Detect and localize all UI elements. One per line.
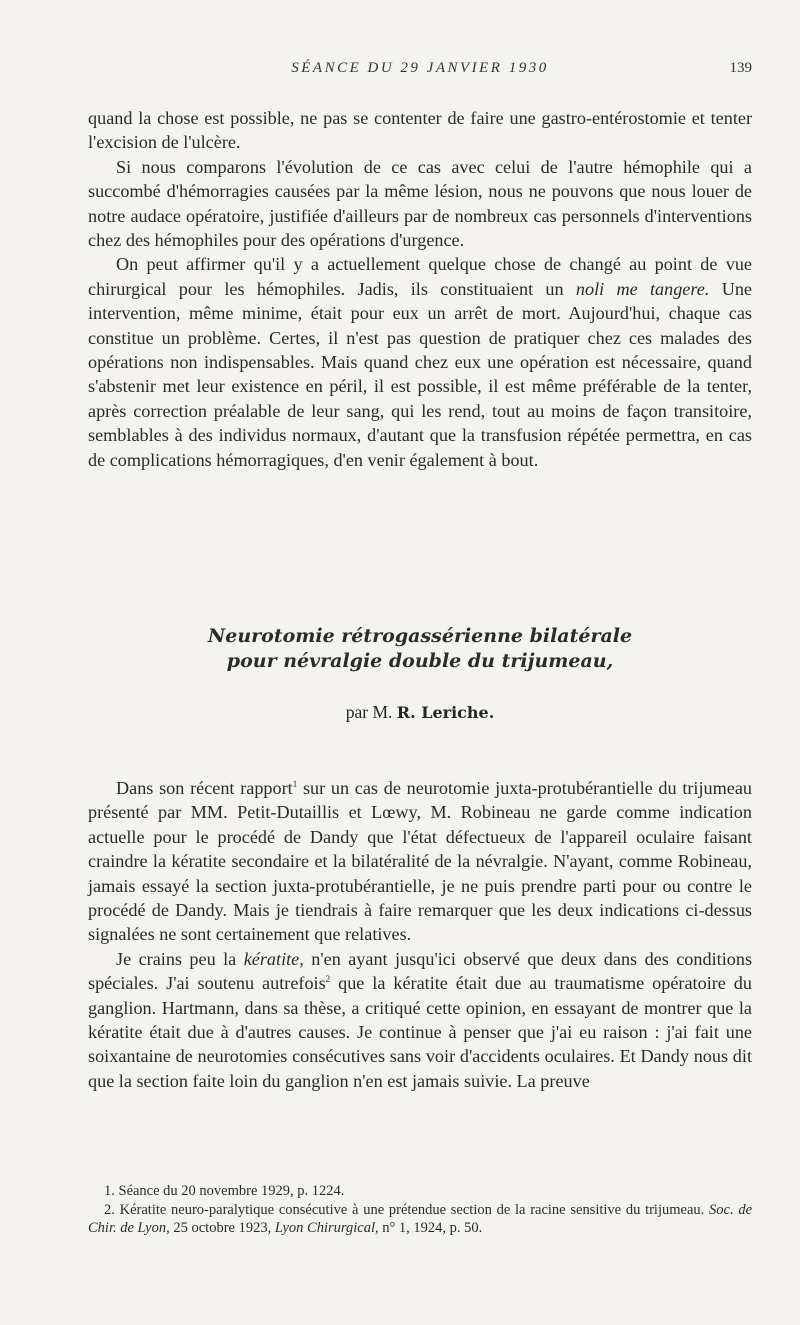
author-prefix: par M. <box>345 702 393 722</box>
footnote-ref: 2 <box>325 974 331 985</box>
previous-article-text <box>88 106 752 472</box>
emphasis: kératite, <box>243 948 304 969</box>
text-span: Une intervention, même minime, était pour eux un arrêt de mort. Aujourd'hui, chaque cas constitue un problème. Certes, il n'est pas question de pratiquer chez ces malades des opérations non indispensables. Mais quand chez eux une opération est nécessaire, quand s'abstenir met leur existence en péril, il est possible, il est même préférable de la tenter, après correction préalable de leur sang, qui les rend, tout au moins de façon transitoire, semblables à des individus normaux, d'autant que la transfusion répétée permettra, en cas de complications hémorragiques, d'en venir également à bout. <box>88 278 753 470</box>
citation: Soc. de Chir. de Lyon, <box>88 1201 753 1236</box>
paragraph: quand la chose est possible, ne pas se contenter de faire une gastro-entérostomie et tenter l'excision de l'ulcère. <box>88 108 752 153</box>
footnote-ref: 1 <box>292 778 298 789</box>
text-span: que la kératite était due au traumatisme opératoire du ganglion. Hartmann, dans sa thèse, a critiqué cette opinion, en essayant de montrer que la kératite était due à d'autres causes. Je continue à penser que j'ai eu raison : j'ai fait une soixantaine de neurotomies consécutives sans voir d'accidents oculaires. Et Dandy nous dit que la section faite loin du ganglion n'en est jamais suivie. La preuve <box>88 973 752 1091</box>
text-span: n° 1, 1924, p. 50. <box>382 1220 483 1236</box>
title-line-1: Neurotomie rétrogassérienne bilatérale <box>207 625 633 647</box>
article-title <box>88 624 752 674</box>
page-number: 139 <box>729 60 752 76</box>
citation: Lyon Chirurgical, <box>274 1220 379 1236</box>
text-span: n'en ayant jusqu'ici observé que deux dans des conditions spéciales. J'ai soutenu autrefois <box>88 948 753 994</box>
paragraph <box>88 947 752 1093</box>
title-line-2: pour névralgie double du trijumeau, <box>226 650 614 672</box>
running-title: SÉANCE DU 29 JANVIER 1930 <box>291 60 549 76</box>
text-span: On peut affirmer qu'il y a actuellement quelque chose de changé au point de vue chirurgical pour les hémophiles. Jadis, ils constituaient un <box>88 254 752 299</box>
latin-phrase: noli me tangere. <box>575 278 710 299</box>
footnotes <box>88 1182 752 1238</box>
text-span: sur un cas de neurotomie juxta-protubérantielle du trijumeau présenté par MM. Petit-Dutaillis et Lœwy, M. Robineau ne garde comme indication actuelle pour le procédé de Dandy que l'état défectueux de l'appareil oculaire faisant craindre la kératite secondaire et la bilatéralité de la névralgie. N'ayant, comme Robineau, jamais essayé la section juxta-protubérantielle, je ne puis prendre parti pour ou contre le procédé de Dandy. Mais je tiendrais à faire remarquer que les deux indications ci-dessus signalées ne sont certainement que relatives. <box>88 778 753 945</box>
text-span: Dans son récent rapport <box>116 778 293 798</box>
paragraph <box>88 776 752 947</box>
text-span: Je crains peu la <box>116 948 237 969</box>
text-span: 25 octobre 1923, <box>173 1220 272 1236</box>
footnote-1: 1. Séance du 20 novembre 1929, p. 1224. <box>104 1183 345 1199</box>
author-line <box>88 702 752 723</box>
paragraph: Si nous comparons l'évolution de ce cas avec celui de l'autre hémophile qui a succombé d'hémorragies causées par la même lésion, nous ne pouvons que nous louer de notre audace opératoire, justifiée d'ailleurs par de nombreux cas personnels d'interventions chez des hémophiles pour des opérations d'urgence. <box>88 156 752 251</box>
footnote-2 <box>88 1201 752 1238</box>
page-header <box>88 60 752 84</box>
author-name: R. Leriche. <box>396 703 495 722</box>
text-span: 2. Kératite neuro-paralytique consécutive à une prétendue section de la racine sensitive du trijumeau. <box>104 1201 705 1218</box>
article-text <box>88 776 752 1093</box>
paragraph <box>88 252 752 472</box>
